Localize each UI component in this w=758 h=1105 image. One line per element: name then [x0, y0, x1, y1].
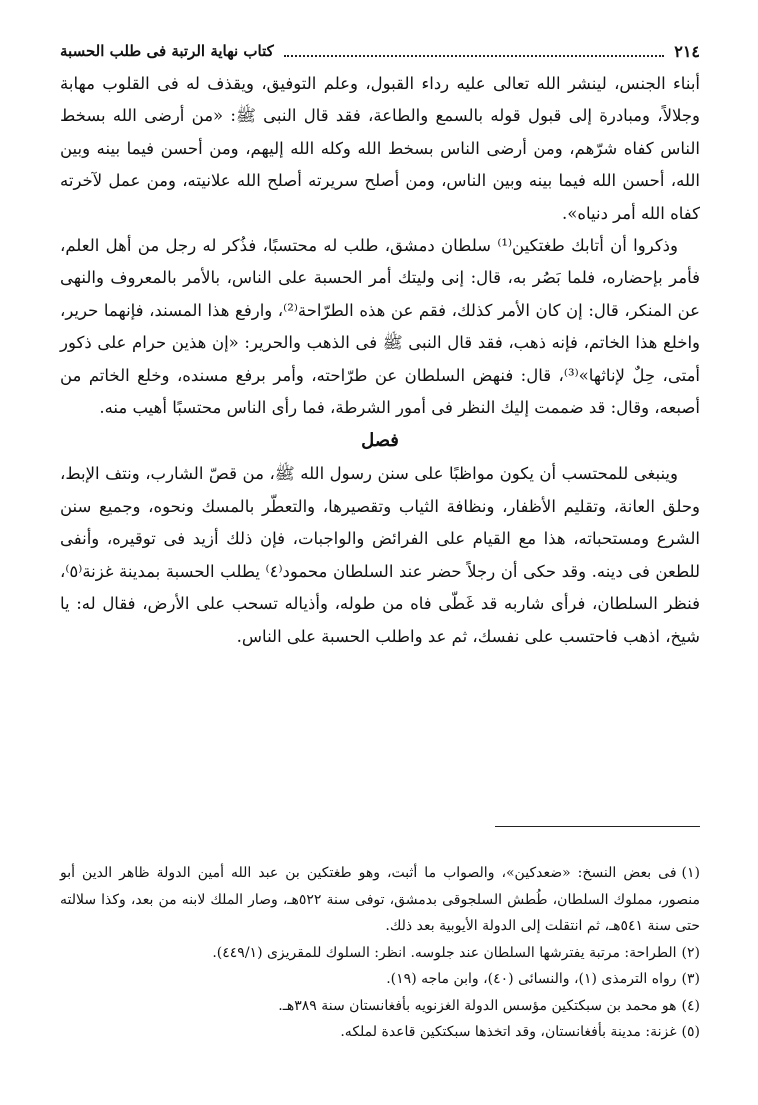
footnote	[60, 860, 700, 940]
page-number: ٢١٤	[674, 41, 700, 61]
main-text	[60, 68, 700, 653]
footnote	[60, 1019, 700, 1046]
footnote	[60, 966, 700, 993]
footnotes	[60, 860, 700, 1046]
footnote-number: (٢)	[681, 944, 700, 961]
footnote-text: رواه الترمذى (١)، والنسائى (٤٠)، وابن ماجه (١٩).	[386, 971, 677, 987]
footnote	[60, 993, 700, 1020]
header-dotted-leader	[284, 45, 664, 57]
footnote-separator	[495, 826, 700, 827]
footnote-text: الطراحة: مرتبة يفترشها السلطان عند جلوسه. انظر: السلوك للمقريزى (٤٤٩/١).	[212, 944, 677, 961]
paragraph: وينبغى للمحتسب أن يكون مواظبًا على سنن رسول الله ﷺ، من قصّ الشارب، ونتف الإبط، وحلق العانة، وتقليم الأظفار، ونظافة الثياب وتقصيرها، والتعطّر بالمسك ونحوه، وجميع سنن الشرع ومستحباته، هذا مع القيام على الفرائض والواجبات، فإن ذلك أزيد فى توقيره، وأنفى للطعن فى دينه. وقد حكى أن رجلاً حضر عند السلطان محمود⁽٤⁾ يطلب الحسبة بمدينة غزنة⁽٥⁾، فنظر السلطان، فرأى شاربه قد غَطّى فاه من طوله، وأذياله تسحب على الأرض، فقال له: يا شيخ، اذهب فاحتسب على نفسك، ثم عد واطلب الحسبة على الناس.	[60, 464, 700, 646]
footnote-number: (٥)	[681, 1024, 700, 1040]
footnote-number: (٣)	[681, 971, 700, 987]
footnote-number: (١)	[681, 865, 700, 881]
book-title: كتاب نهاية الرتبة فى طلب الحسبة	[60, 42, 274, 60]
footnote-text: غزنة: مدينة بأفغانستان، وقد اتخذها سبكتكين قاعدة لملكه.	[340, 1024, 677, 1040]
footnote	[60, 940, 700, 967]
paragraph: وذكروا أن أتابك طغتكين⁽¹⁾ سلطان دمشق، طلب له محتسبًا، فذُكر له رجل من أهل العلم، فأمر بإحضاره، فلما بَصُر به، قال: إنى وليتك أمر الحسبة على الناس، بالأمر بالمعروف والنهى عن المنكر، قال: إن كان الأمر كذلك، فقم عن هذه الطرّاحة⁽²⁾، وارفع هذا المسند، فإنهما حرير، واخلع هذا الخاتم، فإنه ذهب، فقد قال النبى ﷺ فى الذهب والحرير: «إن هذين حرام على ذكور أمتى، حِلٌ لإناثها»⁽³⁾، قال: فنهض السلطان عن طرّاحته، وأمر برفع مسنده، وخلع الخاتم من أصبعه، وقال: قد ضممت إليك النظر فى أمور الشرطة، فما رأى الناس محتسبًا أهيب منه.	[60, 236, 700, 418]
paragraph: أبناء الجنس، لينشر الله تعالى عليه رداء القبول، وعلم التوفيق، ويقذف له فى القلوب مهابة وجلالاً، ومبادرة إلى قبول قوله بالسمع والطاعة، فقد قال النبى ﷺ: «من أرضى الله بسخط الناس كفاه شرّهم، ومن أرضى الناس بسخط الله وكله الله إليهم، ومن أحسن فيما بينه وبين الله، أحسن الله فيما بينه وبين الناس، ومن أصلح سريرته أصلح الله علانيته، ومن عمل لآخرته كفاه الله أمر دنياه».	[60, 74, 700, 223]
section-heading: فصل	[361, 430, 399, 452]
footnote-number: (٤)	[681, 997, 700, 1014]
footnote-text: فى بعض النسخ: «ضعدكين»، والصواب ما أثبت، وهو طغتكين بن عبد الله أمين الدولة ظاهر الدين أبو منصور، مملوك السلطان، طُطش السلجوقى بدمشق، توفى سنة ٥٢٢هـ، وصار الملك لابنه من بعد، وكذا سلالته حتى سنة ٥٤١هـ، ثم انتقلت إلى الدولة الأيوبية بعد ذلك.	[60, 865, 700, 934]
footnote-text: هو محمد بن سبكتكين مؤسس الدولة الغزنويه بأفغانستان سنة ٣٨٩هـ.	[278, 997, 677, 1014]
page-header	[60, 38, 700, 64]
